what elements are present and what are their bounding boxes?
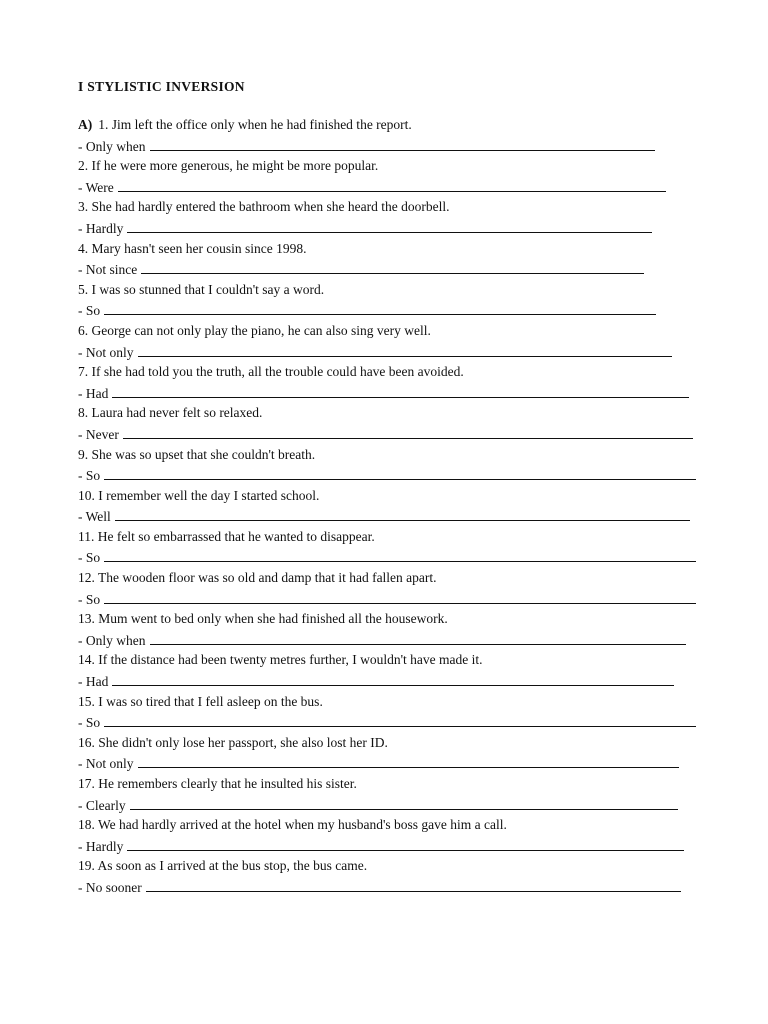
answer-row <box>78 836 718 857</box>
answer-starter: - No sooner <box>78 879 142 895</box>
answer-blank[interactable] <box>150 630 687 645</box>
prompt-text: 3. She had hardly entered the bathroom when she heard the doorbell. <box>78 199 450 215</box>
exercise-prompt <box>78 527 718 548</box>
prompt-text: 4. Mary hasn't seen her cousin since 1998. <box>78 240 307 256</box>
answer-blank[interactable] <box>104 465 696 480</box>
answer-blank[interactable] <box>104 589 696 604</box>
answer-blank[interactable] <box>112 383 689 398</box>
exercise-prompt <box>78 445 718 466</box>
answer-blank[interactable] <box>138 753 680 768</box>
answer-starter: - Had <box>78 674 109 690</box>
answer-starter: - Had <box>78 385 109 401</box>
prompt-text: 6. George can not only play the piano, he can also sing very well. <box>78 322 431 338</box>
answer-blank[interactable] <box>127 218 652 233</box>
answer-row <box>78 218 718 239</box>
prompt-text: 11. He felt so embarrassed that he wanted to disappear. <box>78 528 375 544</box>
prompt-text: 10. I remember well the day I started school. <box>78 487 320 503</box>
exercise-prompt <box>78 115 718 136</box>
exercise-prompt <box>78 321 718 342</box>
exercise-prompt <box>78 239 718 260</box>
answer-row <box>78 383 718 404</box>
prompt-text: 5. I was so stunned that I couldn't say a word. <box>78 281 325 297</box>
answer-starter: - Hardly <box>78 838 124 854</box>
answer-blank[interactable] <box>138 342 673 357</box>
answer-blank[interactable] <box>130 795 678 810</box>
answer-starter: - Not only <box>78 344 134 360</box>
exercise-prompt <box>78 815 718 836</box>
answer-row <box>78 795 718 816</box>
answer-row <box>78 712 718 733</box>
exercise-prompt <box>78 486 718 507</box>
exercise-prompt <box>78 609 718 630</box>
answer-blank[interactable] <box>104 547 696 562</box>
answer-starter: - Never <box>78 426 119 442</box>
answer-row <box>78 342 718 363</box>
answer-row <box>78 753 718 774</box>
prompt-text: 19. As soon as I arrived at the bus stop, the bus came. <box>78 858 368 874</box>
prompt-text: 12. The wooden floor was so old and damp that it had fallen apart. <box>78 570 437 586</box>
answer-starter: - So <box>78 468 101 484</box>
answer-blank[interactable] <box>146 877 681 892</box>
prompt-text: 13. Mum went to bed only when she had finished all the housework. <box>78 611 448 627</box>
exercise-prompt <box>78 362 718 383</box>
answer-row <box>78 300 718 321</box>
answer-starter: - So <box>78 715 101 731</box>
prompt-text: 14. If the distance had been twenty metres further, I wouldn't have made it. <box>78 652 483 668</box>
answer-row <box>78 177 718 198</box>
answer-starter: - So <box>78 550 101 566</box>
exercise-prompt <box>78 568 718 589</box>
exercise-prompt <box>78 403 718 424</box>
prompt-text: 15. I was so tired that I fell asleep on the bus. <box>78 693 323 709</box>
answer-starter: - Not since <box>78 262 138 278</box>
answer-row <box>78 465 718 486</box>
section-label: A) <box>78 117 93 132</box>
prompt-text: 18. We had hardly arrived at the hotel when my husband's boss gave him a call. <box>78 817 507 833</box>
prompt-text: 7. If she had told you the truth, all the trouble could have been avoided. <box>78 364 464 380</box>
exercise-prompt <box>78 692 718 713</box>
answer-row <box>78 630 718 651</box>
exercise-prompt <box>78 156 718 177</box>
answer-row <box>78 259 718 280</box>
prompt-text: 8. Laura had never felt so relaxed. <box>78 405 263 421</box>
answer-starter: - So <box>78 591 101 607</box>
exercise-prompt <box>78 856 718 877</box>
answer-blank[interactable] <box>141 259 644 274</box>
worksheet-heading: I STYLISTIC INVERSION <box>78 79 245 94</box>
answer-starter: - Not only <box>78 756 134 772</box>
exercise-prompt <box>78 280 718 301</box>
exercise-prompt <box>78 733 718 754</box>
answer-row <box>78 136 718 157</box>
answer-blank[interactable] <box>127 836 684 851</box>
prompt-text: 9. She was so upset that she couldn't breath. <box>78 446 316 462</box>
answer-starter: - Were <box>78 179 114 195</box>
answer-row <box>78 671 718 692</box>
answer-row <box>78 506 718 527</box>
answer-starter: - Only when <box>78 138 146 154</box>
answer-blank[interactable] <box>150 136 656 151</box>
exercise-prompt <box>78 650 718 671</box>
answer-blank[interactable] <box>115 506 690 521</box>
answer-starter: - Well <box>78 509 111 525</box>
answer-row <box>78 424 718 445</box>
prompt-text: 2. If he were more generous, he might be more popular. <box>78 158 379 174</box>
answer-starter: - So <box>78 303 101 319</box>
answer-row <box>78 547 718 568</box>
prompt-text: 1. Jim left the office only when he had finished the report. <box>98 117 412 132</box>
prompt-text: 17. He remembers clearly that he insulted his sister. <box>78 776 357 791</box>
answer-blank[interactable] <box>112 671 674 686</box>
answer-blank[interactable] <box>104 712 696 727</box>
answer-blank[interactable] <box>104 300 656 315</box>
answer-starter: - Only when <box>78 632 146 648</box>
answer-row <box>78 589 718 610</box>
prompt-text: 16. She didn't only lose her passport, she also lost her ID. <box>78 734 388 750</box>
answer-row <box>78 877 718 898</box>
exercise-prompt <box>78 197 718 218</box>
answer-blank[interactable] <box>123 424 693 439</box>
answer-starter: - Clearly <box>78 797 126 813</box>
exercise-list <box>78 115 718 898</box>
answer-blank[interactable] <box>118 177 666 192</box>
exercise-prompt <box>78 774 718 795</box>
answer-starter: - Hardly <box>78 220 124 236</box>
